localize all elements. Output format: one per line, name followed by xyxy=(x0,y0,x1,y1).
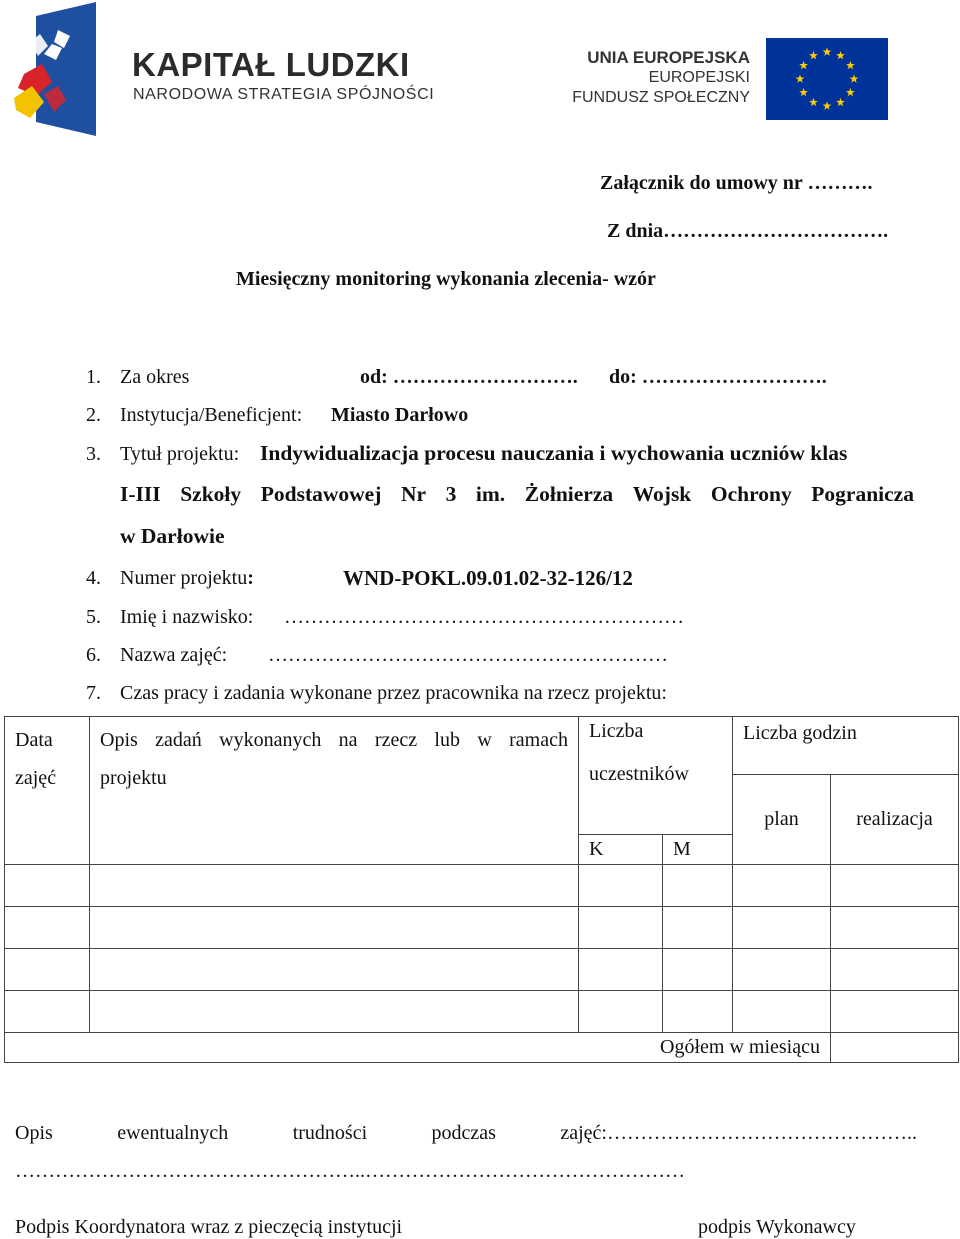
signature-contractor: podpis Wykonawcy xyxy=(698,1216,856,1238)
description-header-word: w xyxy=(477,729,492,751)
item-1-to: do: ………………………. xyxy=(609,366,827,388)
item-6-number: 6. xyxy=(86,644,101,666)
signature-coordinator: Podpis Koordynatora wraz z pieczęcią instytucji xyxy=(15,1216,403,1238)
item-5-dots: …………………………………………………… xyxy=(284,606,684,628)
work-time-table xyxy=(4,716,959,1063)
description-header-word: zadań xyxy=(155,729,202,751)
kapital-ludzki-subtitle: NARODOWA STRATEGIA SPÓJNOŚCI xyxy=(133,86,435,103)
item-6-dots: …………………………………………………… xyxy=(268,644,668,666)
table-row[interactable] xyxy=(5,991,959,1033)
difficulties-word: podczas xyxy=(431,1122,496,1144)
table-row[interactable] xyxy=(5,865,959,907)
item-3-value-line3: w Darłowie xyxy=(120,524,225,548)
difficulties-word: zajęć:……………………………………….. xyxy=(560,1122,917,1144)
item-1-from: od: ………………………. xyxy=(360,366,578,388)
eu-flag-icon xyxy=(766,38,888,120)
item-4-label: Numer projektu: xyxy=(120,567,254,589)
kapital-ludzki-emblem-icon xyxy=(14,2,98,136)
header-k: K xyxy=(579,835,663,865)
item-2-value: Miasto Darłowo xyxy=(331,404,469,426)
item-1-number: 1. xyxy=(86,366,101,388)
item-5-number: 5. xyxy=(86,606,101,628)
eu-line3: FUNDUSZ SPOŁECZNY xyxy=(572,89,750,106)
eu-fund-label xyxy=(572,48,750,108)
description-header-word: na xyxy=(338,729,358,751)
header-plan: plan xyxy=(733,775,831,865)
item-1-label: Za okres xyxy=(120,366,190,388)
item-2-number: 2. xyxy=(86,404,101,426)
item-4-value: WND-POKL.09.01.02-32-126/12 xyxy=(343,566,633,590)
total-value[interactable] xyxy=(831,1033,959,1063)
title-word: Żołnierza xyxy=(524,482,614,506)
item-3-value-line2 xyxy=(120,482,914,507)
header-m: M xyxy=(663,835,733,865)
description-header-word: lub xyxy=(434,729,460,751)
difficulties-word: ewentualnych xyxy=(117,1122,229,1144)
difficulties-dots: ……………………………………………..………………………………………… xyxy=(15,1160,685,1182)
title-word: im. xyxy=(475,482,506,506)
title-word: I-III xyxy=(120,482,161,506)
eu-line1: UNIA EUROPEJSKA xyxy=(587,48,750,67)
item-6-label: Nazwa zajęć: xyxy=(120,644,228,666)
item-3-number: 3. xyxy=(86,443,101,465)
table-row[interactable] xyxy=(5,949,959,991)
item-4-number: 4. xyxy=(86,567,101,589)
difficulties-word: trudności xyxy=(292,1122,368,1144)
item-5-label: Imię i nazwisko: xyxy=(120,606,254,628)
total-row xyxy=(5,1033,959,1063)
title-word: Szkoły xyxy=(180,482,242,506)
header-participants: Liczba uczestników xyxy=(579,717,733,835)
difficulties-line xyxy=(15,1122,917,1145)
total-label: Ogółem w miesiącu xyxy=(5,1033,831,1063)
kapital-ludzki-title: KAPITAŁ LUDZKI xyxy=(132,46,410,83)
difficulties-word: Opis xyxy=(15,1122,53,1144)
description-header-word: rzecz xyxy=(374,729,418,751)
item-7-number: 7. xyxy=(86,682,101,704)
item-7-label: Czas pracy i zadania wykonane przez pracownika na rzecz projektu: xyxy=(120,682,667,704)
eu-line2: EUROPEJSKI xyxy=(648,69,750,86)
item-3-label: Tytuł projektu: xyxy=(120,443,240,465)
header-realization: realizacja xyxy=(831,775,959,865)
title-word: Nr xyxy=(400,482,427,506)
annex-agreement-number: Załącznik do umowy nr ………. xyxy=(600,172,873,194)
header-hours: Liczba godzin xyxy=(733,717,959,775)
title-word: Pogranicza xyxy=(811,482,914,506)
title-word: Podstawowej xyxy=(260,482,382,506)
description-header-word: wykonanych xyxy=(219,729,322,751)
item-3-value-line1: Indywidualizacja procesu nauczania i wychowania uczniów klas xyxy=(260,441,848,465)
title-word: Ochrony xyxy=(710,482,792,506)
table-row[interactable] xyxy=(5,907,959,949)
header-description: Opis zadań wykonanych na rzecz lub w ramach projektu xyxy=(90,717,579,865)
item-2-label: Instytucja/Beneficjent: xyxy=(120,404,303,426)
annex-date: Z dnia……………………………. xyxy=(607,220,889,242)
description-header-word: ramach xyxy=(509,729,568,751)
header-date: Data zajęć xyxy=(5,717,90,865)
description-header-word: Opis xyxy=(100,729,138,751)
title-word: Wojsk xyxy=(632,482,692,506)
document-title: Miesięczny monitoring wykonania zlecenia- wzór xyxy=(236,268,656,290)
title-word: 3 xyxy=(445,482,457,506)
